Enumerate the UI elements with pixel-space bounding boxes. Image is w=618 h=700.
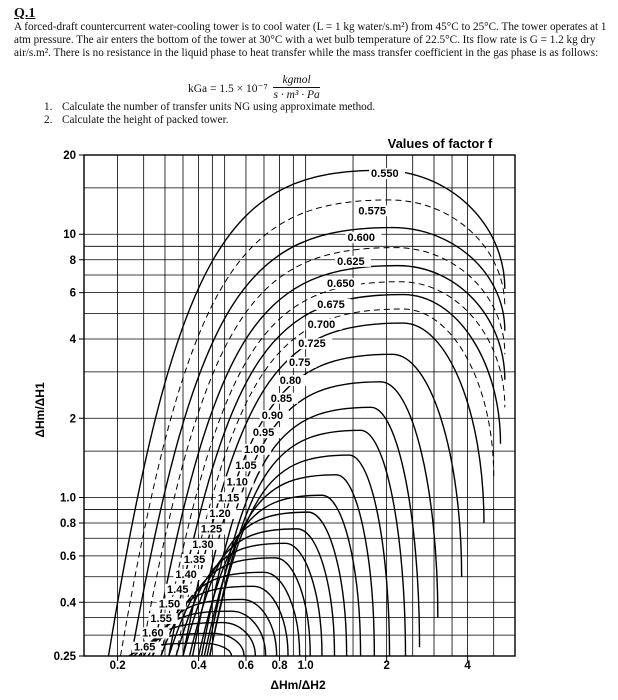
question-title: Q.1 xyxy=(14,6,36,21)
task-text: Calculate the height of packed tower. xyxy=(62,114,229,126)
plot-frame xyxy=(84,155,515,656)
curve-f-0-90 xyxy=(207,407,419,656)
formula-denominator: s · m³ · Pa xyxy=(273,89,320,101)
curve-label: 0.95 xyxy=(252,427,275,440)
curve-label: 0.600 xyxy=(347,232,375,245)
y-tick-label: 2 xyxy=(69,413,76,426)
x-tick-label: 0.4 xyxy=(190,660,207,672)
y-tick-label: 0.25 xyxy=(53,651,76,663)
x-tick-label: 2 xyxy=(383,660,390,672)
y-tick-label: 6 xyxy=(69,287,76,300)
y-tick-label: 0.6 xyxy=(60,550,76,563)
y-tick-label: 20 xyxy=(63,150,76,162)
curve-label: 0.75 xyxy=(288,356,311,369)
curve-label: 1.05 xyxy=(235,460,257,473)
chart-title: Values of factor f xyxy=(387,136,493,151)
x-tick-label: 1.0 xyxy=(297,660,314,672)
curve-label: 1.25 xyxy=(200,523,223,536)
y-axis xyxy=(54,150,84,663)
curve-label: 0.550 xyxy=(371,167,399,180)
curve-label: 1.40 xyxy=(175,568,197,581)
curve-label: 0.80 xyxy=(279,375,302,388)
y-tick-label: 4 xyxy=(69,334,76,347)
y-tick-label: 8 xyxy=(69,254,76,267)
task-number: 2. xyxy=(44,114,53,126)
x-tick-label: 0.2 xyxy=(109,660,126,672)
curve-label: 1.20 xyxy=(209,508,231,521)
task-text: Calculate the number of transfer units NG using approximate method. xyxy=(62,101,376,113)
y-axis-label: ΔHm/ΔH1 xyxy=(33,382,47,438)
curve-label: 1.00 xyxy=(243,443,266,456)
curve-label: 1.60 xyxy=(142,627,164,640)
curve-label: 0.625 xyxy=(337,255,365,268)
task-number: 1. xyxy=(44,101,53,113)
curve-label: 1.35 xyxy=(183,553,206,566)
formula-numerator: kgmol xyxy=(273,73,319,88)
curve-label: 0.700 xyxy=(307,318,336,331)
curve-label: 1.45 xyxy=(167,583,189,596)
curve-label: 0.650 xyxy=(327,277,355,290)
chart-grid xyxy=(84,155,515,656)
curve-label: 0.575 xyxy=(358,205,386,218)
x-axis xyxy=(110,656,472,672)
curve-label: 1.15 xyxy=(217,492,240,505)
y-tick-label: 0.8 xyxy=(60,518,76,531)
curve-label: 0.725 xyxy=(298,338,326,351)
problem-statement: A forced-draft countercurrent water-cooling tower is to cool water (L = 1 kg water/s.m²) from 45°C to 25°C. The tower operates at 1 atm pressure. The air enters the bottom of the tower at 30°C with a wet bulb temperature of 22.5°C. Its flow rate is G = 1.2 kg dry air/s.m². There is no resistance in the liquid phase to heat transfer while the mass transfer coefficient in the gas phase is as follows: xyxy=(14,21,607,59)
x-tick-label: 0.8 xyxy=(271,660,288,672)
y-tick-label: 0.4 xyxy=(60,597,76,610)
curve-label: 0.675 xyxy=(317,298,345,311)
curve-label: 1.50 xyxy=(158,598,181,611)
x-axis-label: ΔHm/ΔH2 xyxy=(270,678,326,692)
curve-label: 1.55 xyxy=(150,612,172,625)
curve-label: 1.30 xyxy=(192,538,214,551)
formula-lhs: kGa = 1.5 × 10⁻⁷ xyxy=(188,82,268,95)
curve-label: 0.90 xyxy=(261,410,284,423)
x-tick-label: 4 xyxy=(464,660,471,672)
curve-label: 1.10 xyxy=(226,476,248,489)
x-tick-label: 0.6 xyxy=(237,660,254,672)
curve-label: 1.65 xyxy=(133,641,156,654)
y-tick-label: 1.0 xyxy=(60,492,76,505)
curve-label: 0.85 xyxy=(270,392,293,405)
y-tick-label: 10 xyxy=(63,229,76,242)
